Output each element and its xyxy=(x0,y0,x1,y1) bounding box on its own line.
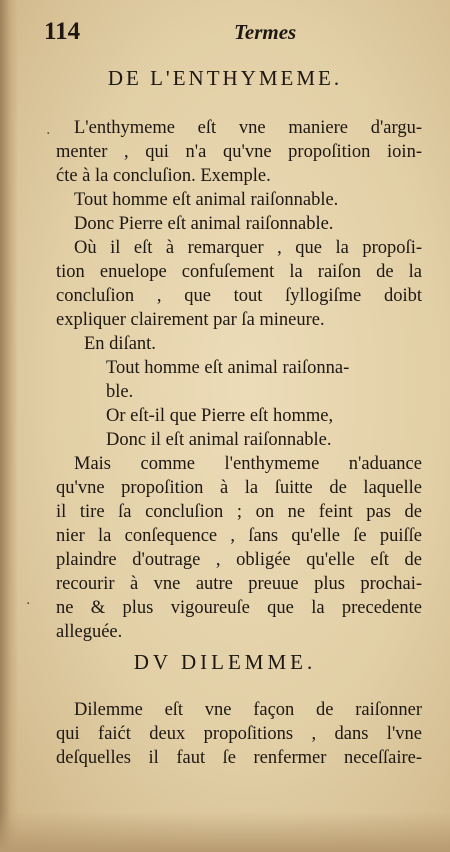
text-line: Où il eſt à remarquer , que la propoſi- xyxy=(74,238,422,258)
margin-mark: . xyxy=(26,592,31,608)
text-line: Donc il eſt animal raiſonnable. xyxy=(106,430,332,450)
text-line: concluſion , que tout ſyllogiſme doibt xyxy=(56,286,422,306)
text-line: En diſant. xyxy=(84,334,156,354)
margin-mark: . xyxy=(46,122,51,138)
text-line: ne & plus vigoureuſe que la precedente xyxy=(56,598,422,618)
text-line: recourir à vne autre preuue plus prochai- xyxy=(56,574,422,594)
page-edge-shadow xyxy=(0,0,18,852)
text-line: ble. xyxy=(106,382,134,402)
text-line: alleguée. xyxy=(56,622,123,642)
text-line: qu'vne propoſition à la ſuitte de laquelle xyxy=(56,478,422,498)
text-line: Mais comme l'enthymeme n'aduance xyxy=(74,454,422,474)
text-line: deſquelles il faut ſe renfermer neceſſaire- xyxy=(56,748,422,768)
text-line: menter , qui n'a qu'vne propoſition ioin- xyxy=(56,142,422,162)
text-line: qui faićt deux propoſitions , dans l'vne xyxy=(56,724,422,744)
text-line: L'enthymeme eſt vne maniere d'argu- xyxy=(74,118,422,138)
page-bottom-shadow xyxy=(0,812,450,852)
text-line: Dilemme eſt vne façon de raiſonner xyxy=(74,700,422,720)
section-heading-enthymeme: DE L'ENTHYMEME. xyxy=(107,66,343,90)
page-header xyxy=(44,18,416,48)
section-body-enthymeme xyxy=(56,116,422,644)
running-title: Termes xyxy=(234,20,297,44)
text-line: il tire ſa concluſion ; on ne feint pas de xyxy=(56,502,422,522)
page-number: 114 xyxy=(44,18,81,45)
text-line: nier la conſequence , ſans qu'elle ſe puiſſe xyxy=(56,526,422,546)
text-line: Tout homme eſt animal raiſonnable. xyxy=(74,190,339,210)
text-line: ćte à la concluſion. Exemple. xyxy=(56,166,271,186)
text-line: plaindre d'outrage , obligée qu'elle eſt de xyxy=(56,550,422,570)
text-line: expliquer clairement par ſa mineure. xyxy=(56,310,325,330)
text-line: Donc Pierre eſt animal raiſonnable. xyxy=(74,214,334,234)
text-line: Or eſt-il que Pierre eſt homme, xyxy=(106,406,334,426)
section-body-dilemme xyxy=(56,698,422,770)
text-line: tion enuelope confuſement la raiſon de la xyxy=(56,262,422,282)
text-line: Tout homme eſt animal raiſonna- xyxy=(106,358,350,378)
section-heading-dilemme: DV DILEMME. xyxy=(133,650,317,674)
